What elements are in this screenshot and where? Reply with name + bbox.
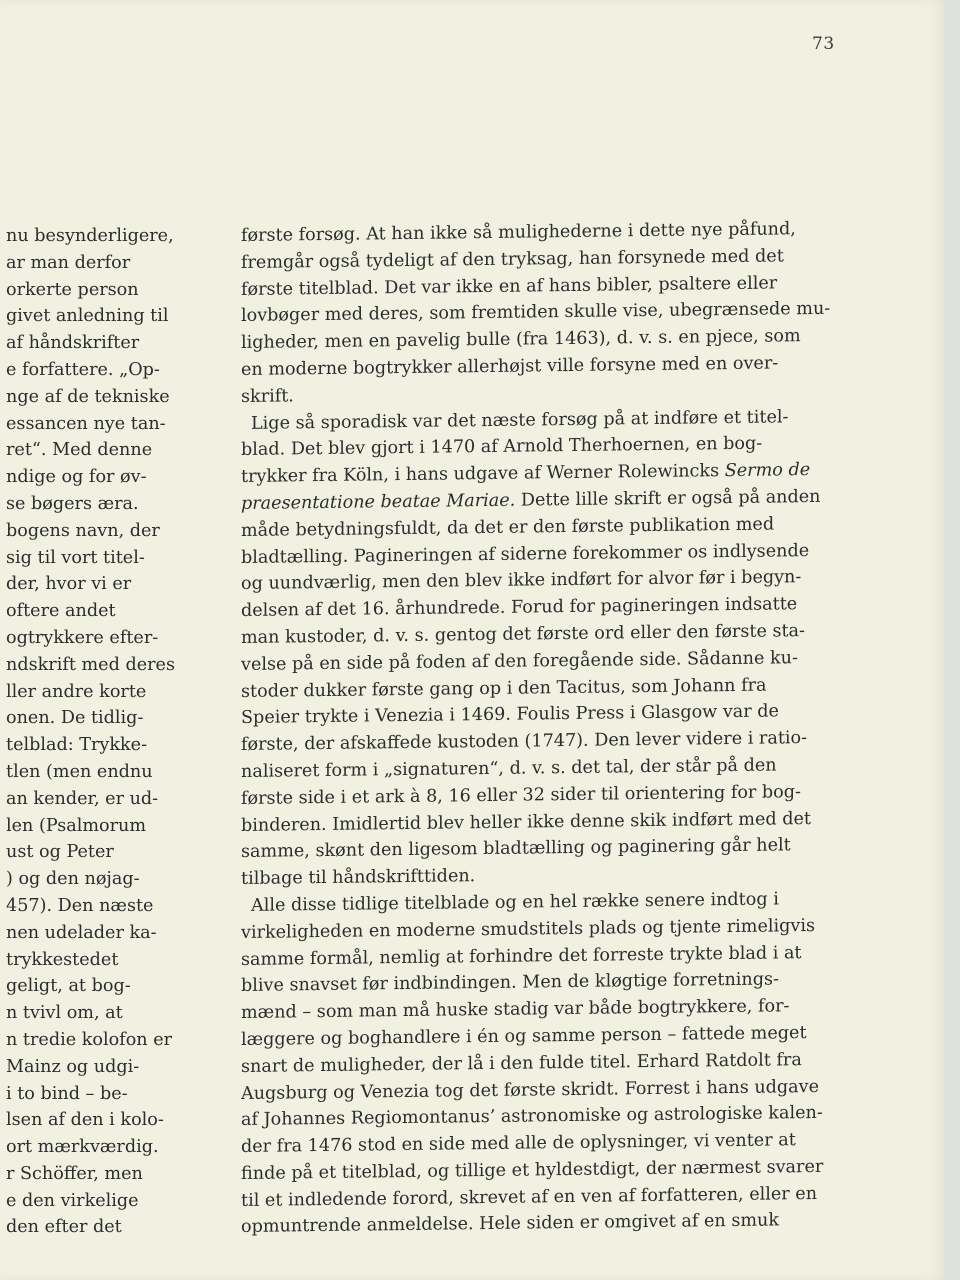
text-run: delsen af det 16. århundrede. Forud for pagineringen indsatte (241, 594, 798, 622)
right-column-text (241, 219, 841, 1241)
left-text-line: den efter det (6, 1217, 122, 1238)
text-run: til et indledende forord, skrevet af en ven af forfatteren, eller en (241, 1183, 818, 1211)
text-run: stoder dukker første gang op i den Tacitus, som Johann fra (241, 675, 767, 702)
text-run: finde på et titelblad, og tillige et hyldestdigt, der nærmest svarer (241, 1156, 824, 1184)
left-text-line: oftere andet (6, 601, 116, 622)
left-column-text (0, 223, 190, 1241)
text-run: første side i et ark à 8, 16 eller 32 sider til orientering for bog- (241, 781, 801, 809)
text-run: første forsøg. At han ikke så mulighederne i dette nye påfund, (241, 219, 796, 246)
text-run: Alle disse tidlige titelblade og en hel række senere indtog i (251, 889, 779, 916)
text-run: der fra 1476 stod en side med alle de oplysninger, vi venter at (241, 1130, 796, 1158)
text-run: naliseret form i „signaturen“, d. v. s. det tal, der står på den (241, 755, 777, 782)
left-text-line: telblad: Trykke- (6, 735, 148, 756)
text-run: læggere og boghandlere i én og samme person – fattede meget (241, 1022, 807, 1050)
text-run: første titelblad. Det var ikke en af hans bibler, psaltere eller (241, 273, 778, 300)
text-run: fremgår også tydeligt af den tryksag, han forsynede med det (241, 246, 784, 273)
italic-title: Sermo de (724, 460, 811, 482)
left-text-line: der, hvor vi er (6, 574, 132, 595)
left-text-line: n tredie kolofon er (6, 1029, 173, 1050)
text-run: tilbage til håndskrifttiden. (241, 866, 476, 890)
text-run: mænd – som man må huske stadig var både bogtrykkere, for- (241, 996, 790, 1024)
left-text-line: af håndskrifter (6, 333, 140, 354)
left-text-line: ogtrykkere efter- (6, 627, 159, 648)
left-text-line: trykkestedet (6, 949, 119, 970)
left-text-line: essancen nye tan- (6, 413, 166, 434)
left-text-line: ndskrift med deres (6, 654, 175, 675)
text-run: binderen. Imidlertid blev heller ikke denne skik indført med det (241, 808, 811, 836)
text-run: snart de muligheder, der lå i den fulde titel. Erhard Ratdolt fra (241, 1049, 802, 1077)
text-run: Dette lille skrift er også på anden (515, 486, 821, 511)
left-text-line: nen udelader ka- (6, 922, 157, 943)
text-run: virkeligheden en moderne smudstitels plads og tjente rimeligvis (241, 915, 815, 943)
text-run: blive snavset før indbindingen. Men de kløgtige forretnings- (241, 969, 779, 997)
text-run: man kustoder, d. v. s. gentog det første ord eller den første sta- (241, 621, 805, 648)
text-run: måde betydningsfuldt, da det er den første publikation med (241, 514, 775, 541)
text-run: samme formål, nemlig at forhindre det forreste trykte blad i at (241, 942, 802, 970)
left-text-line: orkerte person (6, 279, 139, 300)
text-run: af Johannes Regiomontanus’ astronomiske og astrologiske kalen- (241, 1103, 823, 1131)
right-text-line (241, 1207, 841, 1241)
text-run: Lige så sporadisk var det næste forsøg på at indføre et titel- (251, 406, 789, 434)
left-text-line: sig til vort titel- (6, 547, 145, 568)
left-text-line: givet anledning til (6, 306, 169, 327)
next-page-edge (944, 0, 960, 1280)
left-text-line: onen. De tidlig- (6, 708, 144, 729)
text-run: blad. Det blev gjort i 1470 af Arnold Therhoernen, en bog- (241, 434, 763, 461)
left-text-line: e den virkelige (6, 1190, 139, 1211)
text-run: samme, skønt den ligesom bladtælling og paginering går helt (241, 835, 791, 863)
left-text-line: tlen (men endnu (6, 761, 153, 782)
text-run: trykker fra Köln, i hans udgave af Werner Rolewincks (241, 461, 725, 488)
left-text-line: n tvivl om, at (6, 1003, 123, 1024)
left-text-line: an kender, er ud- (6, 788, 159, 809)
left-text-line: nu besynderligere, (6, 226, 174, 246)
text-run: Augsburg og Venezia tog det første skridt. Forrest i hans udgave (241, 1076, 820, 1104)
text-run: skrift. (241, 386, 294, 407)
text-run: opmuntrende anmeldelse. Hele siden er omgivet af en smuk (241, 1210, 780, 1238)
left-text-line: r Schöffer, men (6, 1163, 143, 1184)
text-run: en moderne bogtrykker allerhøjst ville forsyne med en over- (241, 353, 779, 380)
left-text-line: ar man derfor (6, 252, 131, 273)
text-run: første, der afskaffede kustoden (1747). Den lever videre i ratio- (241, 728, 808, 756)
text-run: ligheder, men en pavelig bulle (fra 1463), d. v. s. en pjece, som (241, 326, 801, 354)
left-text-line: len (Psalmorum (6, 815, 147, 836)
left-text-line: se bøgers æra. (6, 493, 139, 514)
text-run: bladtælling. Pagineringen af siderne forekommer os indlysende (241, 540, 810, 568)
left-text-line: ) og den nøjag- (6, 869, 140, 890)
left-text-line: bogens navn, der (6, 520, 160, 541)
left-text-line: ust og Peter (6, 842, 114, 863)
italic-title: praesentatione beatae Mariae. (241, 490, 516, 514)
left-text-line: lsen af den i kolo- (6, 1110, 164, 1131)
left-text-line: ort mærkværdig. (6, 1137, 159, 1158)
left-text-line: ller andre korte (6, 681, 147, 702)
left-text-line: Mainz og udgi- (6, 1056, 140, 1077)
left-text-line: nge af de tekniske (6, 386, 170, 407)
text-run: og uundværlig, men den blev ikke indført for alvor før i begyn- (241, 567, 802, 595)
text-run: lovbøger med deres, som fremtiden skulle vise, ubegrænsede mu- (241, 299, 831, 327)
left-text-line: 457). Den næste (6, 895, 154, 916)
left-text-line: geligt, at bog- (6, 976, 131, 997)
left-text-line: ndige og for øv- (6, 467, 147, 488)
left-text-line: ret“. Med denne (6, 440, 153, 461)
page-number: 73 (812, 34, 835, 54)
left-text-line: e forfattere. „Op- (6, 359, 160, 380)
text-run: velse på en side på foden af den foregående side. Sådanne ku- (241, 647, 798, 675)
text-run: Speier trykte i Venezia i 1469. Foulis Press i Glasgow var de (241, 701, 779, 729)
left-text-line: i to bind – be- (6, 1083, 128, 1104)
